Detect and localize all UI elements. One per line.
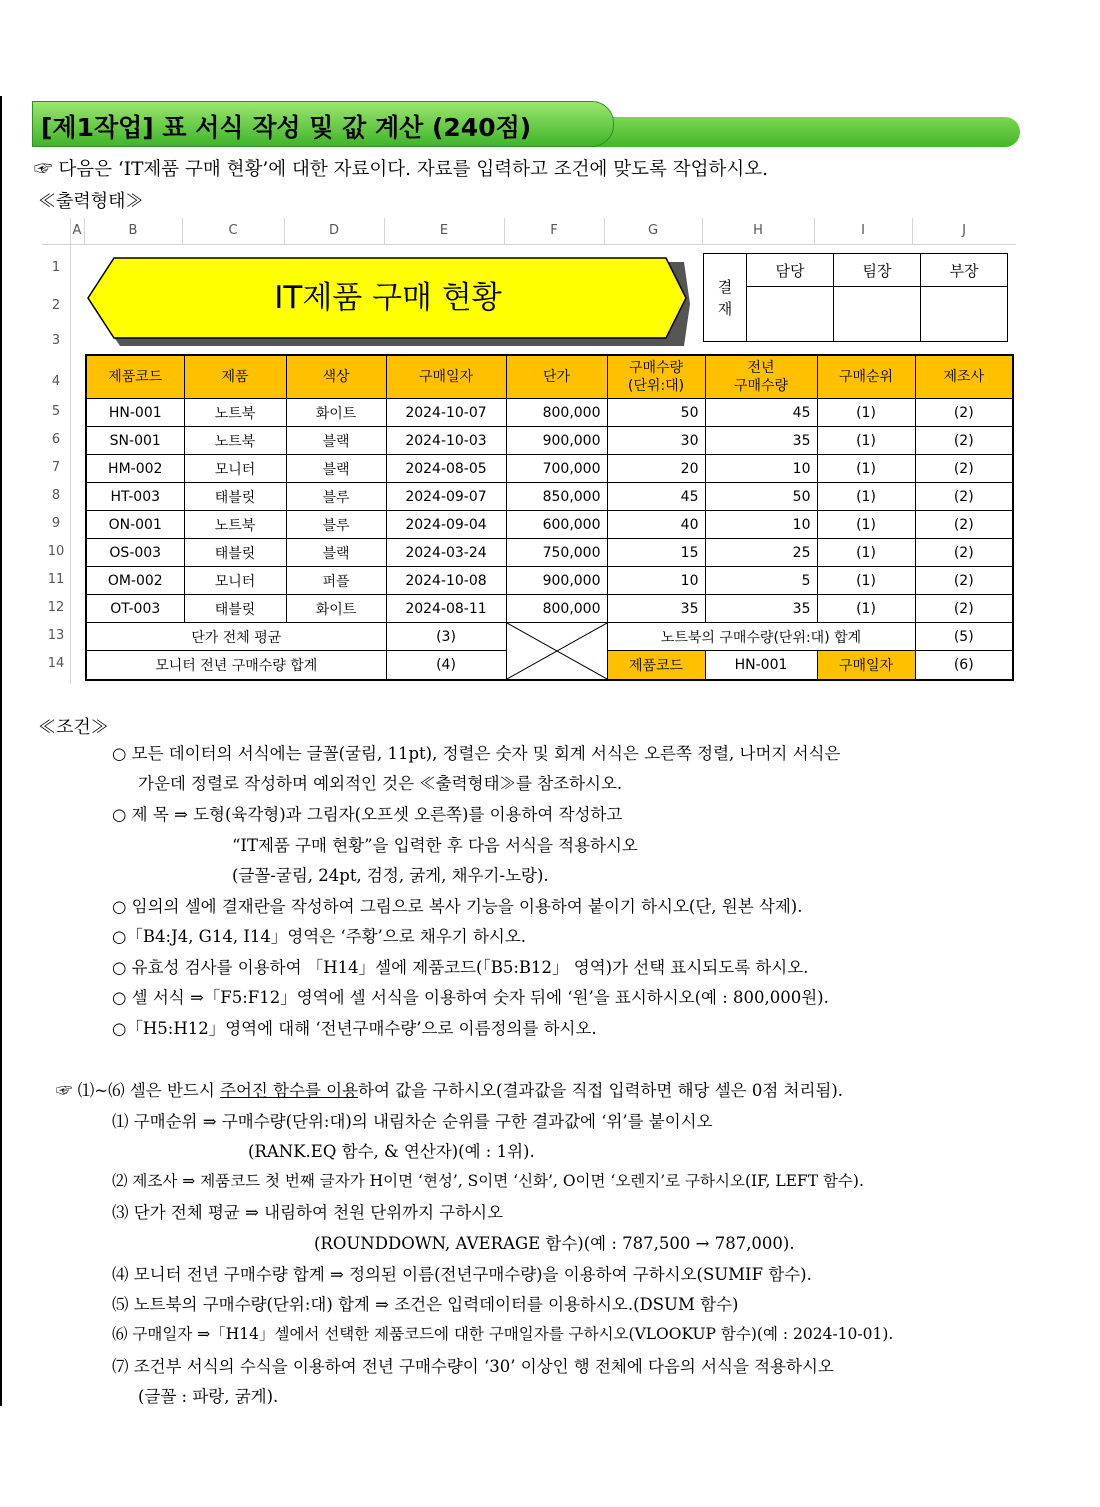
- cell-qty[interactable]: 45: [607, 483, 705, 511]
- approval-role-staff: 담당: [747, 254, 834, 287]
- condition-line: ○ 셀 서식 ⇒「F5:F12」영역에 셀 서식을 이용하여 숫자 뒤에 ‘원’을 표시하시오(예 : 800,000원).: [112, 988, 829, 1007]
- cell-qty[interactable]: 15: [607, 539, 705, 567]
- cell-price[interactable]: 900,000: [506, 427, 607, 455]
- cell-maker[interactable]: (2): [915, 483, 1013, 511]
- cell-rank[interactable]: (1): [817, 483, 915, 511]
- cell-rank[interactable]: (1): [817, 539, 915, 567]
- cell-code[interactable]: OS-003: [86, 539, 184, 567]
- section-title: [제1작업] 표 서식 작성 및 값 계산 (240점): [41, 113, 532, 142]
- col-header-g[interactable]: G: [604, 218, 703, 244]
- cross-mark: [507, 623, 607, 679]
- cell-date[interactable]: 2024-08-05: [386, 455, 506, 483]
- cell-code[interactable]: ON-001: [86, 511, 184, 539]
- function-line: ⑹ 구매일자 ⇒「H14」셀에서 선택한 제품코드에 대한 구매일자를 구하시오(VLOOKUP 함수)(예 : 2024-10-01).: [112, 1325, 894, 1343]
- approval-sign-staff[interactable]: [747, 287, 834, 342]
- row-header-13[interactable]: 13: [47, 628, 65, 643]
- cell-price[interactable]: 700,000: [506, 455, 607, 483]
- row-header-14[interactable]: 14: [47, 656, 65, 671]
- function-line: ⑶ 단가 전체 평균 ⇒ 내림하여 천원 단위까지 구하시오: [112, 1203, 504, 1222]
- row-header-divider: [70, 244, 71, 684]
- notebook-qty-value[interactable]: (5): [915, 623, 1013, 651]
- cell-product[interactable]: 태블릿: [184, 595, 286, 623]
- function-line: (RANK.EQ 함수, & 연산자)(예 : 1위).: [248, 1142, 535, 1161]
- function-line: (ROUNDDOWN, AVERAGE 함수)(예 : 787,500 → 787,000).: [314, 1234, 795, 1253]
- row-header-4[interactable]: 4: [51, 374, 61, 389]
- col-header-f[interactable]: F: [504, 218, 605, 244]
- section-banner: [32, 101, 1022, 147]
- cell-date[interactable]: 2024-10-07: [386, 399, 506, 427]
- banner-pill: [32, 101, 614, 147]
- header-rank[interactable]: 구매순위: [817, 355, 915, 399]
- header-price[interactable]: 단가: [506, 355, 607, 399]
- col-header-i[interactable]: I: [814, 218, 913, 244]
- sheet-title: IT제품 구매 현황: [274, 280, 502, 316]
- avg-price-value[interactable]: (3): [386, 623, 506, 651]
- table-row: [86, 511, 1013, 539]
- row-header-12[interactable]: 12: [47, 600, 65, 615]
- cell-maker[interactable]: (2): [915, 455, 1013, 483]
- functions-intro: [56, 1077, 843, 1101]
- approval-label-bottom: 재: [717, 299, 733, 318]
- cell-price[interactable]: 750,000: [506, 539, 607, 567]
- col-header-a[interactable]: A: [70, 218, 85, 244]
- cell-price[interactable]: 600,000: [506, 511, 607, 539]
- functions-intro-a: ☞ ⑴~⑹ 셀은 반드시: [56, 1081, 220, 1100]
- cell-date[interactable]: 2024-09-04: [386, 511, 506, 539]
- code-select-cell[interactable]: HN-001: [705, 651, 817, 680]
- title-hexagon[interactable]: [86, 256, 690, 346]
- functions-intro-underlined: 주어진 함수를 이용: [220, 1081, 359, 1100]
- function-line: ⑸ 노트북의 구매수량(단위:대) 합계 ⇒ 조건은 입력데이터를 이용하시오.(DSUM 함수): [112, 1295, 739, 1314]
- cell-color[interactable]: 블루: [286, 511, 386, 539]
- cell-price[interactable]: 800,000: [506, 595, 607, 623]
- row-header-1[interactable]: 1: [51, 260, 61, 275]
- row-header-6[interactable]: 6: [51, 432, 61, 447]
- cell-color[interactable]: 블랙: [286, 455, 386, 483]
- col-header-c[interactable]: C: [182, 218, 285, 244]
- cell-qty[interactable]: 35: [607, 595, 705, 623]
- condition-line: ○ 제 목 ⇒ 도형(육각형)과 그림자(오프셋 오른쪽)를 이용하여 작성하고: [112, 805, 623, 824]
- header-prev-qty[interactable]: 전년 구매수량: [705, 355, 817, 399]
- condition-line: ○ 임의의 셀에 결재란을 작성하여 그림으로 복사 기능을 이용하여 붙이기 하시오(단, 원본 삭제).: [112, 897, 803, 916]
- condition-line: ○ 유효성 검사를 이용하여 「H14」셀에 제품코드(「B5:B12」 영역)가 선택 표시되도록 하시오.: [112, 958, 809, 977]
- table-header-row: [86, 355, 1013, 399]
- cell-color[interactable]: 블랙: [286, 427, 386, 455]
- cell-date[interactable]: 2024-08-11: [386, 595, 506, 623]
- cell-price[interactable]: 800,000: [506, 399, 607, 427]
- cell-rank[interactable]: (1): [817, 427, 915, 455]
- cell-maker[interactable]: (2): [915, 595, 1013, 623]
- cell-prev-qty[interactable]: 35: [705, 427, 817, 455]
- approval-box: [703, 253, 1008, 342]
- cell-rank[interactable]: (1): [817, 455, 915, 483]
- cell-code[interactable]: HN-001: [86, 399, 184, 427]
- cell-code[interactable]: SN-001: [86, 427, 184, 455]
- function-line: ⑺ 조건부 서식의 수식을 이용하여 전년 구매수량이 ‘30’ 이상인 행 전체에 다음의 서식을 적용하시오: [112, 1357, 834, 1376]
- row-header-3[interactable]: 3: [51, 333, 61, 348]
- cell-maker[interactable]: (2): [915, 567, 1013, 595]
- cell-date[interactable]: 2024-03-24: [386, 539, 506, 567]
- cell-prev-qty[interactable]: 25: [705, 539, 817, 567]
- empty-crossed-cell: [506, 623, 607, 681]
- row-header-8[interactable]: 8: [51, 488, 61, 503]
- header-maker[interactable]: 제조사: [915, 355, 1013, 399]
- left-margin-rule: [0, 96, 2, 1406]
- cell-qty[interactable]: 20: [607, 455, 705, 483]
- cell-code[interactable]: OT-003: [86, 595, 184, 623]
- approval-label-top: 결: [717, 277, 733, 296]
- cell-product[interactable]: 태블릿: [184, 539, 286, 567]
- data-table: [85, 354, 1014, 681]
- approval-role-teamlead: 팀장: [834, 254, 921, 287]
- condition-line: ○「H5:H12」영역에 대해 ‘전년구매수량’으로 이름정의를 하시오.: [112, 1019, 597, 1038]
- avg-price-label[interactable]: 단가 전체 평균: [86, 623, 386, 651]
- header-code[interactable]: 제품코드: [86, 355, 184, 399]
- code-label-cell[interactable]: 제품코드: [607, 651, 705, 680]
- cell-color[interactable]: 화이트: [286, 595, 386, 623]
- cell-code[interactable]: HT-003: [86, 483, 184, 511]
- cell-product[interactable]: 모니터: [184, 455, 286, 483]
- cell-maker[interactable]: (2): [915, 427, 1013, 455]
- cell-prev-qty[interactable]: 10: [705, 511, 817, 539]
- cell-product[interactable]: 모니터: [184, 567, 286, 595]
- col-header-d[interactable]: D: [284, 218, 385, 244]
- function-line: ⑴ 구매순위 ⇒ 구매수량(단위:대)의 내림차순 순위를 구한 결과값에 ‘위’를 붙이시오: [112, 1112, 713, 1131]
- monitor-prev-label[interactable]: 모니터 전년 구매수량 합계: [86, 651, 386, 680]
- function-line: (글꼴 : 파랑, 굵게).: [138, 1387, 279, 1406]
- col-header-b[interactable]: B: [84, 218, 183, 244]
- cell-color[interactable]: 퍼플: [286, 567, 386, 595]
- cell-prev-qty[interactable]: 10: [705, 455, 817, 483]
- cell-price[interactable]: 900,000: [506, 567, 607, 595]
- cell-prev-qty[interactable]: 5: [705, 567, 817, 595]
- row-header-2[interactable]: 2: [51, 298, 61, 313]
- cell-maker[interactable]: (2): [915, 399, 1013, 427]
- approval-sign-manager[interactable]: [921, 287, 1008, 342]
- header-product[interactable]: 제품: [184, 355, 286, 399]
- summary-row-13: [86, 623, 1013, 651]
- table-row: [86, 539, 1013, 567]
- cell-color[interactable]: 블랙: [286, 539, 386, 567]
- intro-text: ☞ 다음은 ‘IT제품 구매 현황’에 대한 자료이다. 자료를 입력하고 조건에 맞도록 작업하시오.: [34, 159, 768, 180]
- notebook-qty-label[interactable]: 노트북의 구매수량(단위:대) 합계: [607, 623, 915, 651]
- column-headers: [42, 218, 1016, 245]
- cell-rank[interactable]: (1): [817, 511, 915, 539]
- cell-code[interactable]: OM-002: [86, 567, 184, 595]
- approval-label: [704, 254, 747, 342]
- table-row: [86, 595, 1013, 623]
- cell-product[interactable]: 노트북: [184, 427, 286, 455]
- table-row: [86, 567, 1013, 595]
- date-value-cell[interactable]: (6): [915, 651, 1013, 680]
- row-header-5[interactable]: 5: [51, 404, 61, 419]
- col-header-h[interactable]: H: [702, 218, 815, 244]
- cell-product[interactable]: 노트북: [184, 511, 286, 539]
- output-form-title: ≪출력형태≫: [38, 191, 144, 212]
- table-row: [86, 483, 1013, 511]
- table-row: [86, 427, 1013, 455]
- approval-sign-teamlead[interactable]: [834, 287, 921, 342]
- date-label-cell[interactable]: 구매일자: [817, 651, 915, 680]
- functions-intro-c: 하여 값을 구하시오(결과값을 직접 입력하면 해당 셀은 0점 처리됨).: [358, 1081, 844, 1100]
- cell-date[interactable]: 2024-09-07: [386, 483, 506, 511]
- col-header-e[interactable]: E: [384, 218, 505, 244]
- header-color[interactable]: 색상: [286, 355, 386, 399]
- condition-line: (글꼴-굴림, 24pt, 검정, 굵게, 채우기-노랑).: [232, 866, 549, 885]
- cell-qty[interactable]: 30: [607, 427, 705, 455]
- cell-color[interactable]: 화이트: [286, 399, 386, 427]
- condition-line: 가운데 정렬로 작성하며 예외적인 것은 ≪출력형태≫를 참조하시오.: [138, 774, 623, 793]
- function-line: ⑵ 제조사 ⇒ 제품코드 첫 번째 글자가 H이면 ‘현성’, S이면 ‘신화’, O이면 ‘오렌지’로 구하시오(IF, LEFT 함수).: [112, 1172, 864, 1190]
- cell-product[interactable]: 노트북: [184, 399, 286, 427]
- cell-rank[interactable]: (1): [817, 595, 915, 623]
- conditions-title: ≪조건≫: [38, 717, 109, 738]
- cell-prev-qty[interactable]: 45: [705, 399, 817, 427]
- cell-prev-qty[interactable]: 35: [705, 595, 817, 623]
- function-line: ⑷ 모니터 전년 구매수량 합계 ⇒ 정의된 이름(전년구매수량)을 이용하여 구하시오(SUMIF 함수).: [112, 1265, 812, 1284]
- cell-product[interactable]: 태블릿: [184, 483, 286, 511]
- cell-rank[interactable]: (1): [817, 567, 915, 595]
- cell-qty[interactable]: 10: [607, 567, 705, 595]
- cell-date[interactable]: 2024-10-08: [386, 567, 506, 595]
- approval-role-manager: 부장: [921, 254, 1008, 287]
- cell-price[interactable]: 850,000: [506, 483, 607, 511]
- cell-maker[interactable]: (2): [915, 511, 1013, 539]
- cell-qty[interactable]: 40: [607, 511, 705, 539]
- row-header-7[interactable]: 7: [51, 460, 61, 475]
- cell-prev-qty[interactable]: 50: [705, 483, 817, 511]
- condition-line: “IT제품 구매 현황”을 입력한 후 다음 서식을 적용하시오: [232, 836, 638, 855]
- cell-color[interactable]: 블루: [286, 483, 386, 511]
- header-date[interactable]: 구매일자: [386, 355, 506, 399]
- cell-code[interactable]: HM-002: [86, 455, 184, 483]
- table-row: [86, 399, 1013, 427]
- table-row: [86, 455, 1013, 483]
- row-header-10[interactable]: 10: [47, 544, 65, 559]
- cell-maker[interactable]: (2): [915, 539, 1013, 567]
- corner-cell: [42, 218, 71, 244]
- row-header-9[interactable]: 9: [51, 516, 61, 531]
- condition-line: ○ 모든 데이터의 서식에는 글꼴(굴림, 11pt), 정렬은 숫자 및 회계 서식은 오른쪽 정렬, 나머지 서식은: [112, 744, 841, 763]
- cell-date[interactable]: 2024-10-03: [386, 427, 506, 455]
- cell-qty[interactable]: 50: [607, 399, 705, 427]
- condition-line: ○「B4:J4, G14, I14」영역은 ‘주황’으로 채우기 하시오.: [112, 927, 527, 946]
- row-header-11[interactable]: 11: [47, 572, 65, 587]
- monitor-prev-value[interactable]: (4): [386, 651, 506, 680]
- col-header-j[interactable]: J: [962, 223, 966, 238]
- header-qty[interactable]: 구매수량 (단위:대): [607, 355, 705, 399]
- cell-rank[interactable]: (1): [817, 399, 915, 427]
